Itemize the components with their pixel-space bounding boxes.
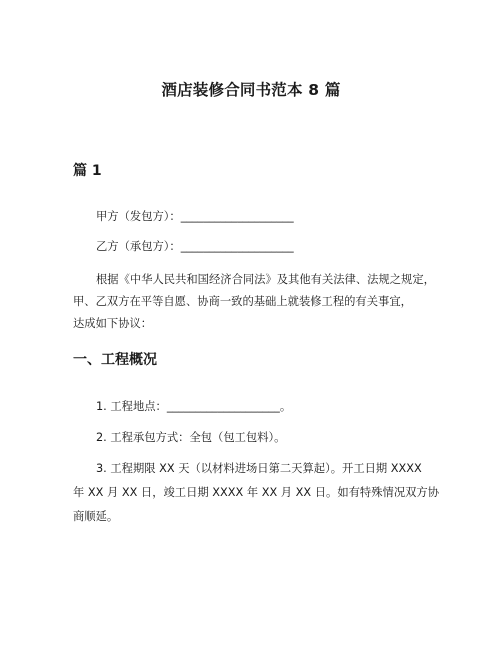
item-3-line-1: 3. 工程期限 XX 天（以材料进场日第二天算起）。开工日期 XXXX bbox=[96, 462, 422, 475]
item-2: 2. 工程承包方式：全包（包工包料）。 bbox=[96, 431, 286, 444]
item-3-line-2: 年 XX 月 XX 日，竣工日期 XXXX 年 XX 月 XX 日。如有特殊情况双方协 bbox=[73, 486, 440, 499]
preamble-line-2: 甲、乙双方在平等自愿、协商一致的基础上就装修工程的有关事宜， bbox=[73, 295, 412, 308]
preamble-line-1: 根据《中华人民共和国经济合同法》及其他有关法律、法规之规定， bbox=[96, 273, 435, 286]
item-3-line-3: 商顺延。 bbox=[73, 510, 119, 523]
party-b-line: 乙方（承包方）：____________________ bbox=[96, 240, 294, 253]
section-heading: 篇 1 bbox=[73, 163, 102, 179]
item-1: 1. 工程地点：____________________。 bbox=[96, 400, 292, 413]
party-a-line: 甲方（发包方）：____________________ bbox=[96, 210, 294, 223]
preamble-line-3: 达成如下协议： bbox=[73, 317, 153, 330]
chapter-heading: 一、工程概况 bbox=[73, 352, 157, 368]
document-title: 酒店装修合同书范本 8 篇 bbox=[161, 81, 341, 99]
